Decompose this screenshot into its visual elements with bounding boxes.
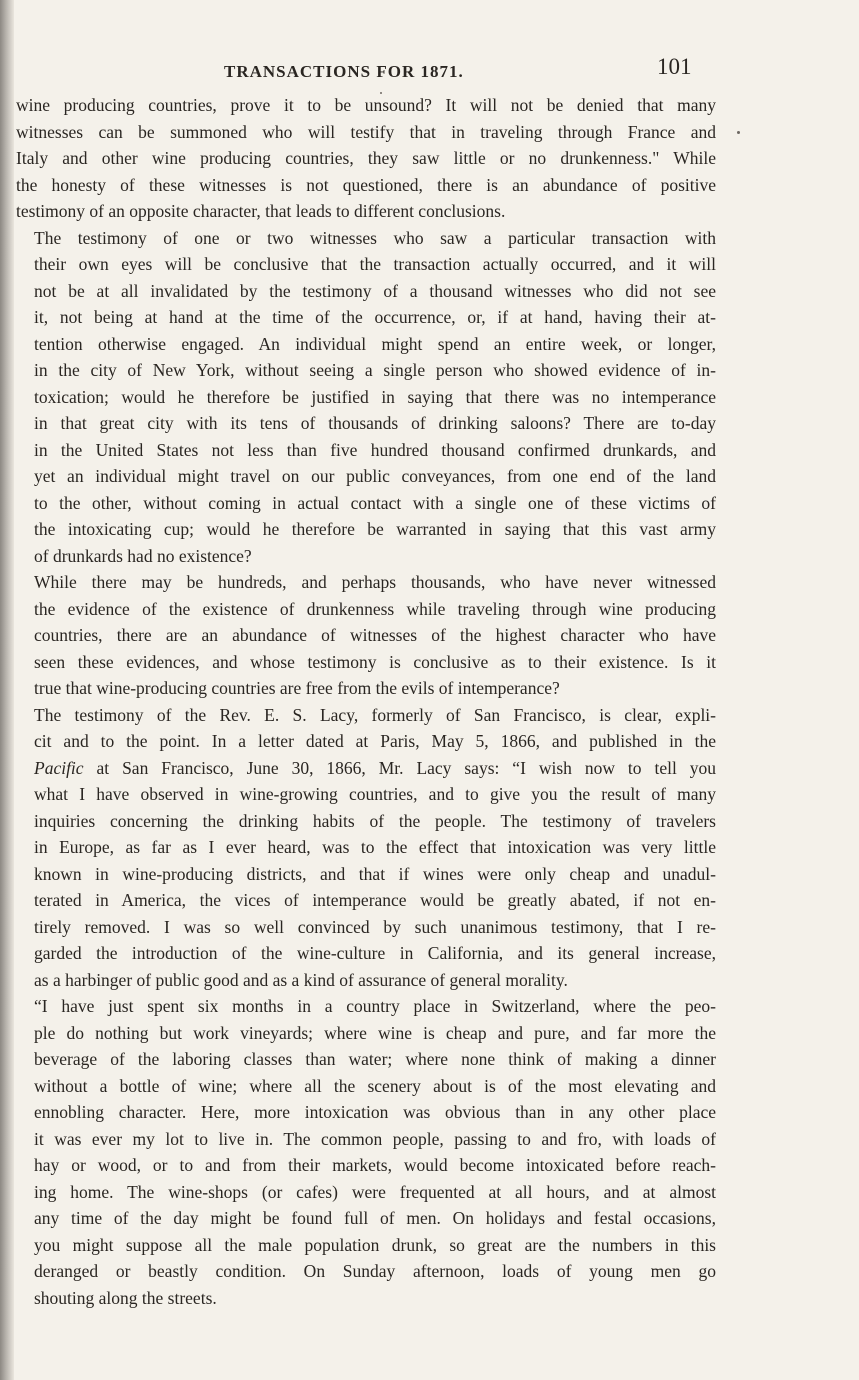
- text-line: deranged or beastly condition. On Sunday afternoon, loads of young men go: [34, 1261, 716, 1281]
- text-line: the intoxicating cup; would he therefore be warranted in saying that this vast army: [34, 519, 716, 539]
- text-line: The testimony of the Rev. E. S. Lacy, formerly of San Francisco, is clear, expli-: [34, 704, 716, 725]
- text-line: tirely removed. I was so well convinced by such unanimous testimony, that I re-: [34, 916, 716, 937]
- text-line: to the other, without coming in actual contact with a single one of these victims of: [34, 492, 716, 513]
- text-line: known in wine-producing districts, and that if wines were only cheap and unadul-: [34, 863, 716, 884]
- paragraph: [16, 569, 716, 702]
- text-line: garded the introduction of the wine-culture in California, and its general increase,: [34, 943, 716, 963]
- text-line: as a harbinger of public good and as a kind of assurance of general morality.: [34, 969, 568, 990]
- text-line: ple do nothing but work vineyards; where wine is cheap and pure, and far more the: [34, 1022, 716, 1043]
- text-line: tention otherwise engaged. An individual might spend an entire week, or longer,: [34, 333, 716, 354]
- text-line: of drunkards had no existence?: [34, 545, 252, 566]
- text-line: any time of the day might be found full of men. On holidays and festal occasions,: [34, 1208, 716, 1228]
- text-line: witnesses can be summoned who will testify that in traveling through France and: [16, 121, 716, 142]
- text-line: not be at all invalidated by the testimony of a thousand witnesses who did not see: [34, 280, 716, 301]
- page-number: 101: [657, 54, 692, 79]
- paragraph: [16, 225, 716, 570]
- text-line: you might suppose all the male population drunk, so great are the numbers in this: [34, 1234, 716, 1255]
- paragraph: [16, 993, 716, 1311]
- text-line: in the city of New York, without seeing a single person who showed evidence of in-: [34, 360, 716, 380]
- page-header: [0, 54, 859, 84]
- text-line: in Europe, as far as I ever heard, was to the effect that intoxication was very little: [34, 837, 716, 857]
- text-line: The testimony of one or two witnesses who saw a particular transaction with: [34, 227, 716, 248]
- text-line: “I have just spent six months in a country place in Switzerland, where the peo-: [34, 996, 716, 1016]
- text-line: Italy and other wine producing countries, they saw little or no drunkenness." While: [16, 148, 716, 168]
- text-line: in that great city with its tens of thousands of drinking saloons? There are to-day: [34, 413, 716, 433]
- text-line: ennobling character. Here, more intoxication was obvious than in any other place: [34, 1102, 716, 1122]
- text-line: the evidence of the existence of drunkenness while traveling through wine producing: [34, 598, 716, 619]
- text-line: inquiries concerning the drinking habits of the people. The testimony of travelers: [34, 810, 716, 831]
- text-line: in the United States not less than five hundred thousand confirmed drunkards, and: [34, 439, 716, 460]
- running-head: TRANSACTIONS FOR 1871.: [224, 62, 464, 81]
- text-line: shouting along the streets.: [34, 1287, 217, 1308]
- text-line: hay or wood, or to and from their markets, would become intoxicated before reach-: [34, 1155, 716, 1175]
- paragraph: [16, 92, 716, 225]
- text-line: it, not being at hand at the time of the occurrence, or, if at hand, having their at-: [34, 307, 716, 327]
- paper-speck: [737, 131, 740, 134]
- text-line: toxication; would he therefore be justified in saying that there was no intemperance: [34, 386, 716, 407]
- text-line: testimony of an opposite character, that leads to different conclusions.: [16, 201, 506, 221]
- text-line: ing home. The wine-shops (or cafes) were frequented at all hours, and at almost: [34, 1181, 716, 1202]
- text-line: terated in America, the vices of intemperance would be greatly abated, if not en-: [34, 890, 716, 910]
- text-line: Pacific at San Francisco, June 30, 1866, Mr. Lacy says: “I wish now to tell you: [34, 757, 716, 778]
- text-line: the honesty of these witnesses is not questioned, there is an abundance of positive: [16, 174, 716, 195]
- text-line: While there may be hundreds, and perhaps thousands, who have never witnessed: [34, 572, 716, 592]
- text-line: what I have observed in wine-growing countries, and to give you the result of many: [34, 784, 716, 804]
- text-line: it was ever my lot to live in. The common people, passing to and fro, with loads of: [34, 1128, 716, 1149]
- text-line: yet an individual might travel on our public conveyances, from one end of the land: [34, 466, 716, 486]
- text-line: wine producing countries, prove it to be unsound? It will not be denied that many: [16, 95, 716, 115]
- text-line: true that wine-producing countries are free from the evils of intemperance?: [34, 678, 560, 698]
- text-line: seen these evidences, and whose testimony is conclusive as to their existence. Is it: [34, 651, 716, 672]
- text-line: without a bottle of wine; where all the scenery about is of the most elevating and: [34, 1075, 716, 1096]
- text-line: their own eyes will be conclusive that the transaction actually occurred, and it will: [34, 254, 716, 274]
- body-text: [16, 92, 716, 1311]
- text-line: countries, there are an abundance of witnesses of the highest character who have: [34, 625, 716, 645]
- text-line: cit and to the point. In a letter dated at Paris, May 5, 1866, and published in the: [34, 731, 716, 751]
- paragraph: [16, 702, 716, 994]
- text-line: beverage of the laboring classes than water; where none think of making a dinner: [34, 1049, 716, 1069]
- book-spine-shadow: [0, 0, 14, 1380]
